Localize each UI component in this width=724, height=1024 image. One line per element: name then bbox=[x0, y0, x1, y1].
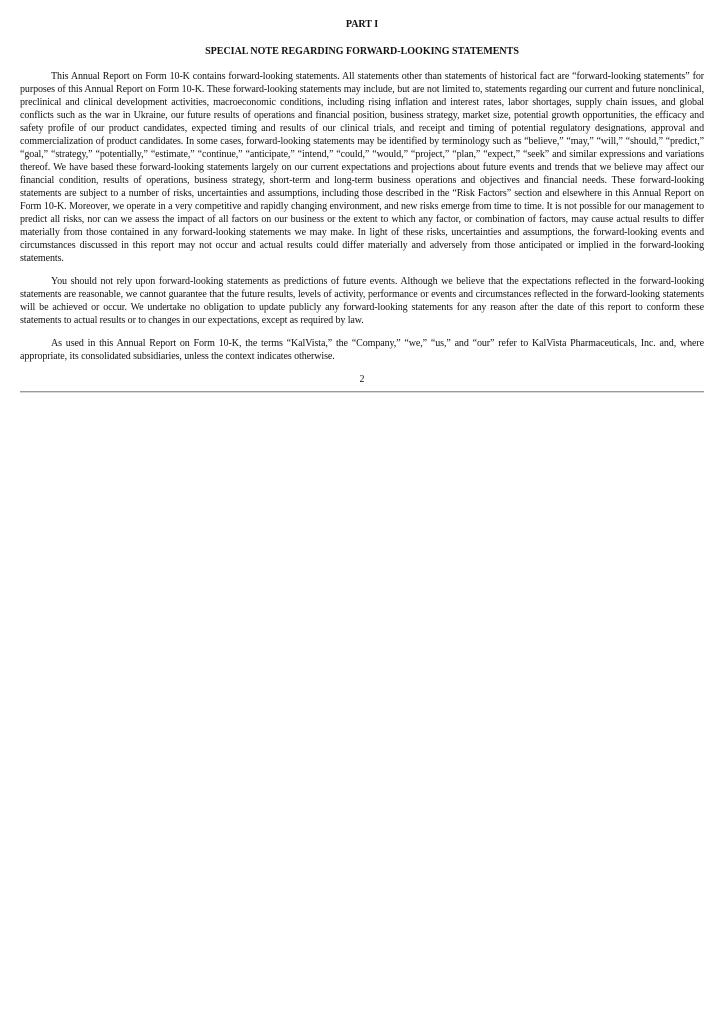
document-page bbox=[20, 18, 704, 393]
page-divider bbox=[20, 391, 704, 393]
paragraph-reliance-disclaimer: You should not rely upon forward-looking statements as predictions of future events. Although we believe that the expectations reflected in the forward-looking statements are reasonable, we cannot guarantee that the future results, levels of activity, performance or events and circumstances reflected in the forward-looking statements will be achieved or occur. We undertake no obligation to update publicly any forward-looking statements for any reason after the date of this report to conform these statements to actual results or to changes in our expectations, except as required by law. bbox=[20, 276, 704, 326]
page-number: 2 bbox=[359, 374, 365, 385]
paragraph-forward-looking-statements: This Annual Report on Form 10-K contains forward-looking statements. All statements other than statements of historical fact are “forward-looking statements” for purposes of this Annual Report on Form 10-K. These forward-looking statements may include, but are not limited to, statements regarding our current and future nonclinical, preclinical and clinical development activities, macroeconomic conditions, including rising inflation and interest rates, labor shortages, supply chain issues, and global conflicts such as the war in Ukraine, our future results of operations and financial position, business strategy, market size, potential growth opportunities, the efficacy and safety profile of our product candidates, expected timing and results of our clinical trials, and receipt and timing of potential regulatory designations, approval and commercialization of product candidates. In some cases, forward-looking statements may be identified by terminology such as “believe,” “may,” “will,” “should,” “predict,” “goal,” “strategy,” “potentially,” “estimate,” “continue,” “anticipate,” “intend,” “could,” “would,” “project,” “plan,” “expect,” “seek” and similar expressions and variations thereof. We have based these forward-looking statements largely on our current expectations and projections about future events and trends that we believe may affect our financial condition, results of operations, business strategy, short-term and long-term business operations and objectives and financial needs. These forward-looking statements are subject to a number of risks, uncertainties and assumptions, including those described in the “Risk Factors” section and elsewhere in this Annual Report on Form 10-K. Moreover, we operate in a very competitive and rapidly changing environment, and new risks emerge from time to time. It is not possible for our management to predict all risks, nor can we assess the impact of all factors on our business or the extent to which any factor, or combination of factors, may cause actual results to differ materially from those contained in any forward-looking statements we may make. In light of these risks, uncertainties and assumptions, the forward-looking events and circumstances discussed in this report may not occur and actual results could differ materially and adversely from those anticipated or implied in the forward-looking statements. bbox=[20, 71, 704, 264]
section-heading: SPECIAL NOTE REGARDING FORWARD-LOOKING STATEMENTS bbox=[205, 46, 519, 57]
paragraph-terms-definition: As used in this Annual Report on Form 10-K, the terms “KalVista,” the “Company,” “we,” “us,” and “our” refer to KalVista Pharmaceuticals, Inc. and, where appropriate, its consolidated subsidiaries, unless the context indicates otherwise. bbox=[20, 338, 704, 362]
part-heading: PART I bbox=[345, 19, 379, 30]
